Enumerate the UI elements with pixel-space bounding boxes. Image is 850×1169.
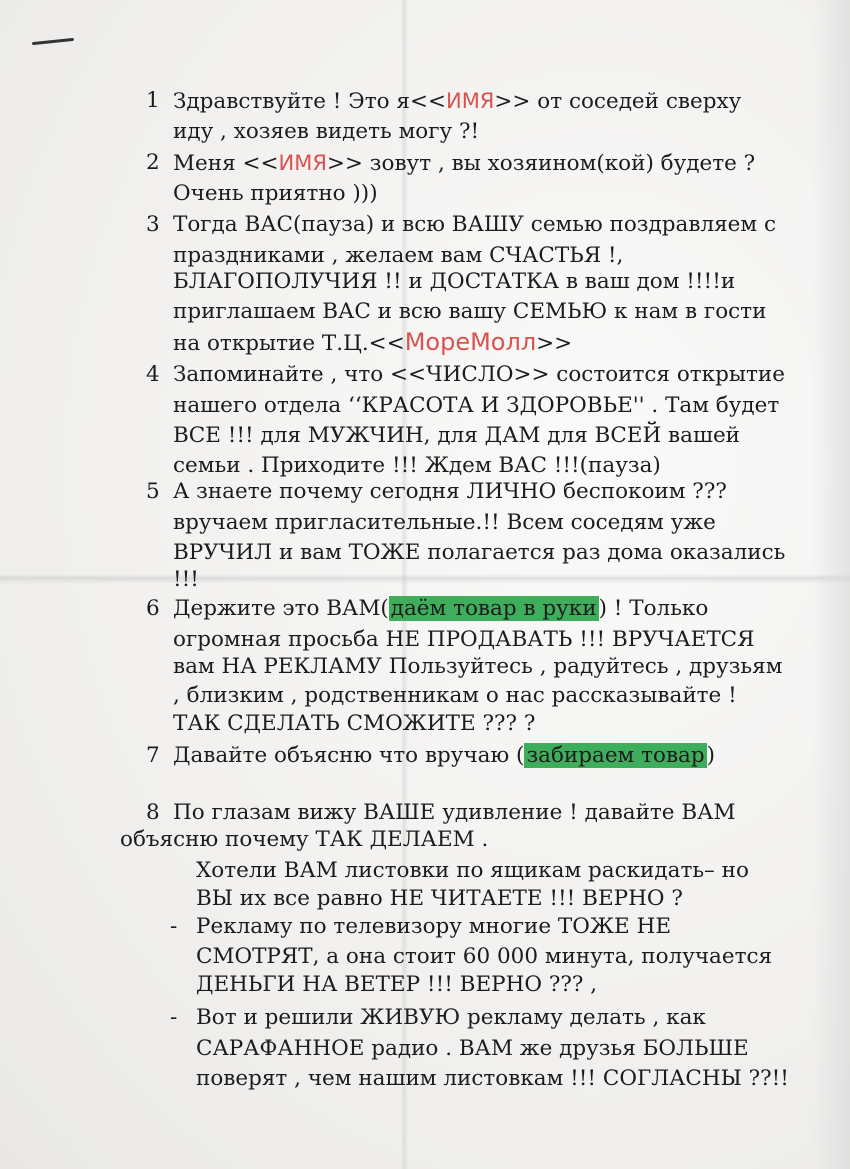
page-edge-shadow bbox=[812, 0, 850, 1169]
name-placeholder: ИМЯ bbox=[445, 89, 495, 113]
bullet-dash: - bbox=[170, 1005, 178, 1030]
pen-mark bbox=[32, 38, 74, 45]
item-number: 2 bbox=[146, 150, 160, 175]
item-number: 1 bbox=[146, 88, 160, 113]
item-number: 5 bbox=[146, 479, 160, 504]
stage-direction-highlight: забираем товар bbox=[526, 743, 705, 768]
bullet-dash: - bbox=[170, 914, 178, 939]
item-number: 3 bbox=[146, 212, 160, 237]
item-number: 4 bbox=[146, 362, 160, 387]
item-number: 7 bbox=[146, 743, 160, 768]
scanned-page: 1 Здравствуйте ! Это я<<ИМЯ>> от соседей сверху иду , хозяев видеть могу ?! 2 Меня <<ИМЯ>> зовут , вы хозяином(кой) будете ? Очень приятно ))) 3 Тогда ВАС(пауза) и всю ВАШУ семью поздравляем с праздниками , желаем вам СЧАСТЬЯ !, БЛАГОПОЛУЧИЯ !! и ДОСТАТКА в ваш дом !!!!и приглашаем ВАС и всю вашу СЕМЬЮ к нам в гости на открытие Т.Ц.<<МореМолл>> 4 Запоминайте , что <<ЧИСЛО>> состоится открытие нашего отдела ‘‘КРАСОТА И ЗДОРОВЬЕ'' . Там будет ВСЕ !!! для МУЖЧИН, для ДАМ для ВСЕЙ вашей семьи . Приходите !!! Ждем ВАС !!!(пауза) 5 А знаете почему сегодня ЛИЧНО беспокоим ??? вручаем пригласительные.!! Всем соседям уже ВРУЧИЛ и вам ТОЖЕ полагается раз дома оказались !!! 6 Держите это ВАМ(даём товар в руки) ! Только огромная просьба НЕ ПРОДАВАТЬ !!! ВРУЧАЕТСЯ вам НА РЕКЛАМУ Пользуйтесь , радуйтесь , друзьям , близким , родственникам о нас рассказывайте ! ТАК СДЕЛАТЬ СМОЖИТЕ ??? ? 7 Давайте объясню что вручаю (забираем товар) 8 По глазам вижу ВАШЕ удивление ! давайте ВАМ объясню почему ТАК ДЕЛАЕМ . Хотели ВАМ листовки по ящикам раскидать– но ВЫ их все равно НЕ ЧИТАЕТЕ !!! ВЕРНО ? - Рекламу по телевизору многие ТОЖЕ НЕ СМОТРЯТ, а она стоит 60 000 минута, получается ДЕНЬГИ НА ВЕТЕР !!! ВЕРНО ??? , - Вот и решили ЖИВУЮ рекламу делать , как САРАФАННОЕ радио . ВАМ же друзья БОЛЬШЕ поверят , чем нашим листовкам !!! СОГЛАСНЫ ??!! bbox=[0, 0, 850, 1169]
item-number: 6 bbox=[146, 596, 160, 621]
item-number: 8 bbox=[146, 800, 160, 825]
name-placeholder: ИМЯ bbox=[278, 151, 327, 175]
mall-name: МореМолл bbox=[404, 328, 537, 356]
stage-direction-highlight: даём товар в руки bbox=[390, 596, 597, 621]
